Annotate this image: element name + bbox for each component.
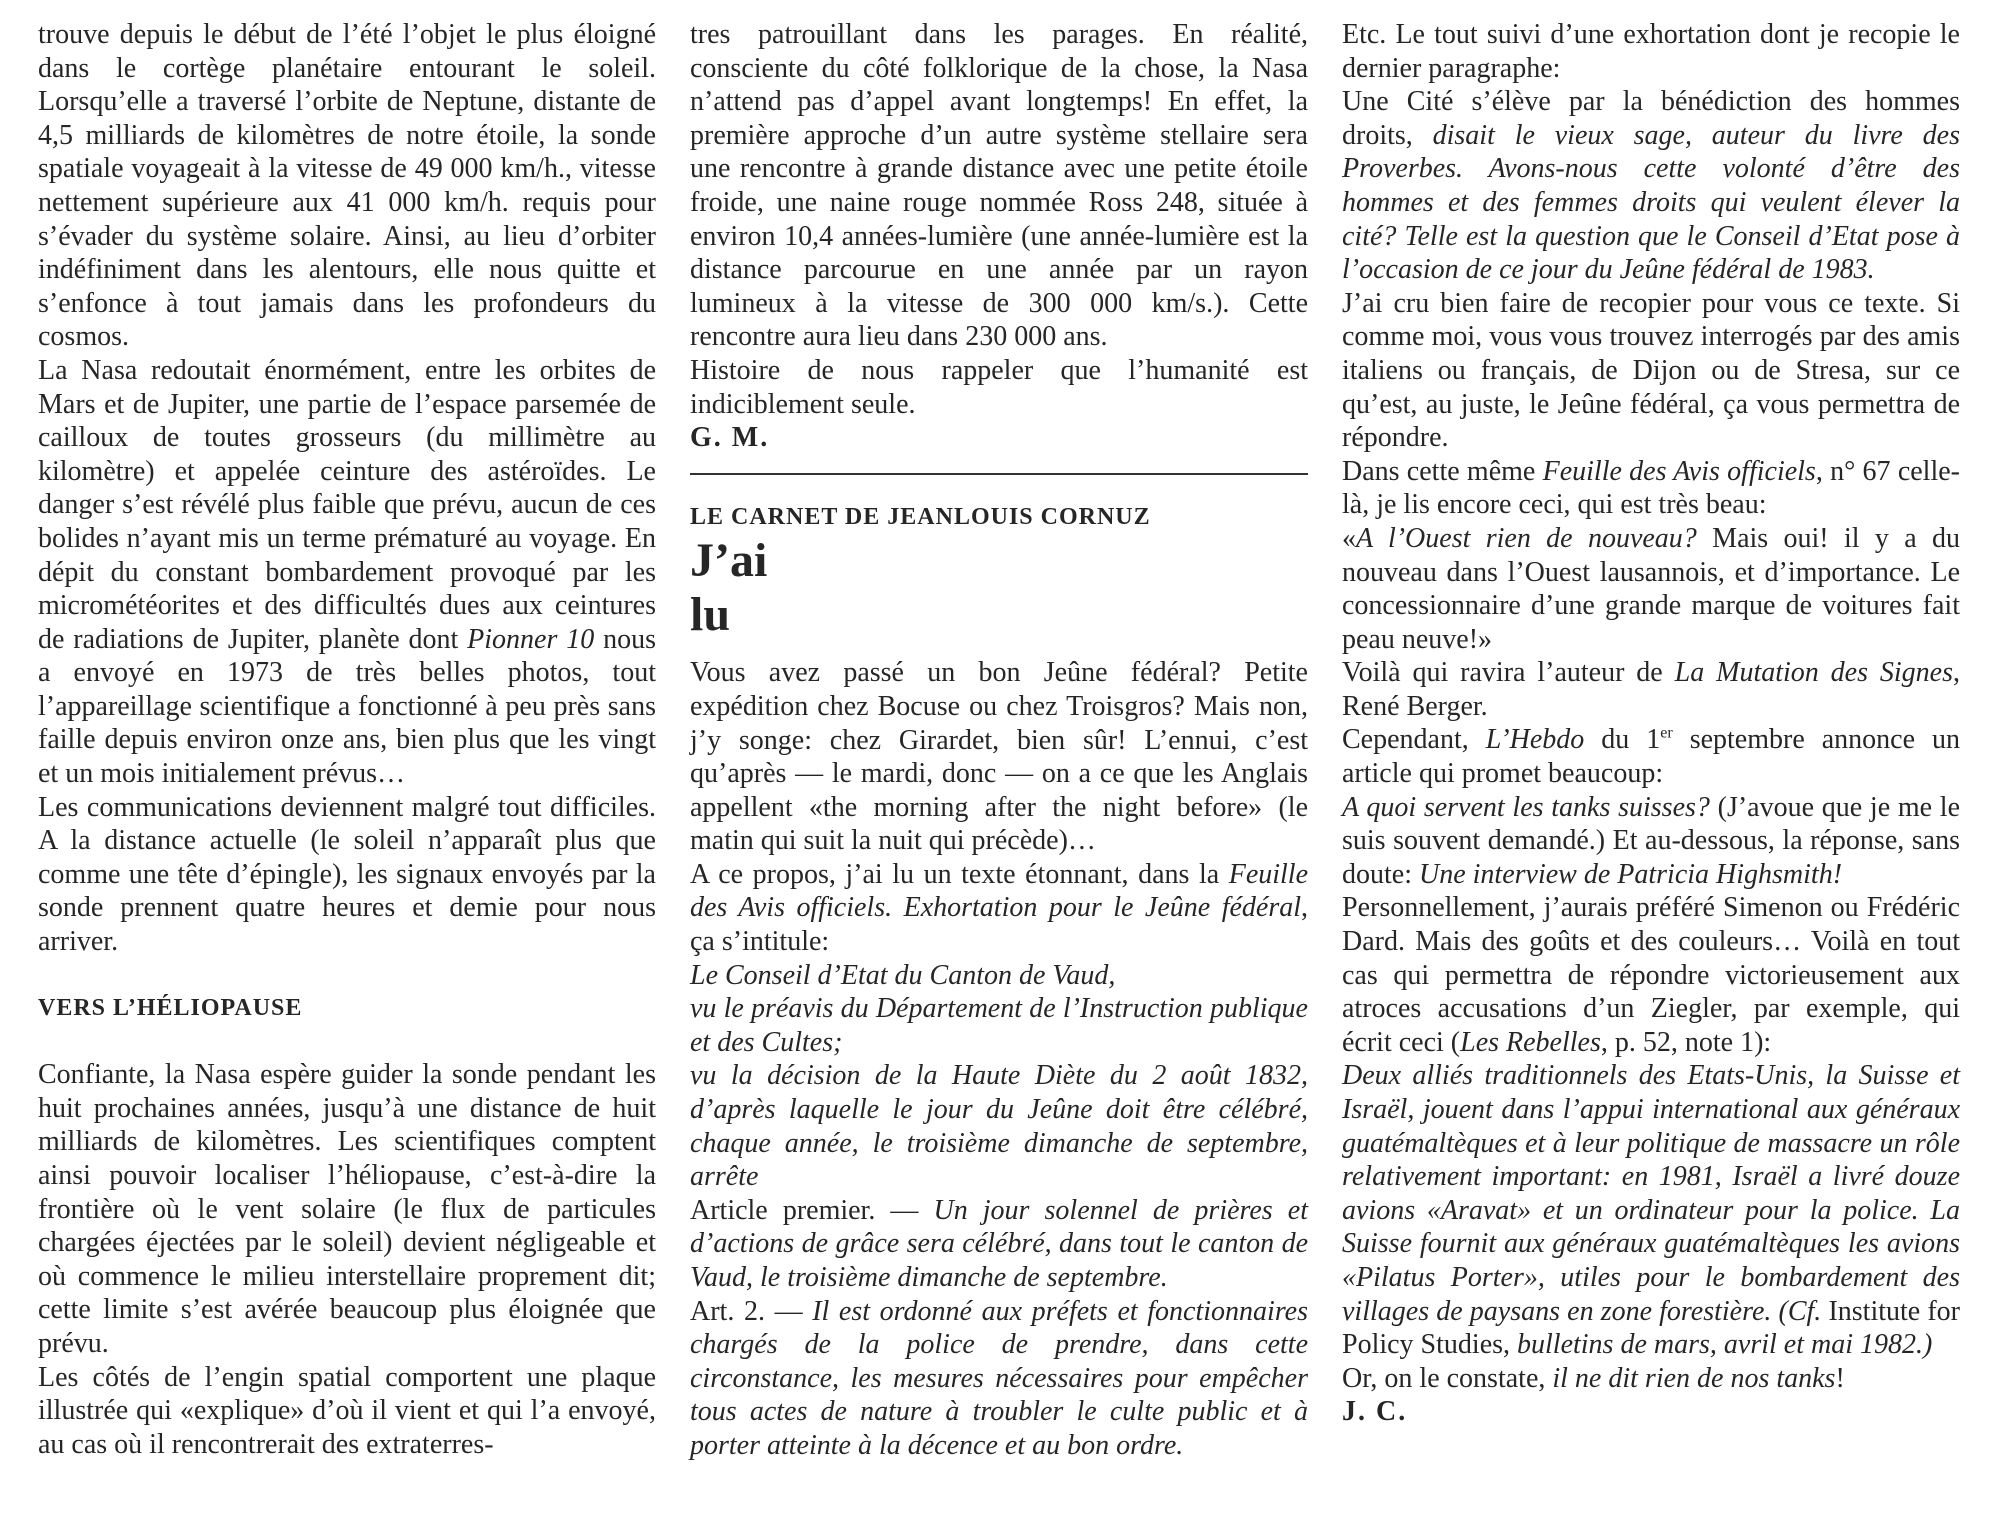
paragraph: Or, on le constate, il ne dit rien de nos tanks! (1342, 1362, 1845, 1394)
article-title: J’ai lu (690, 534, 768, 642)
article-1: Article premier. — Un jour solennel de prières et d’actions de grâce sera célébré, dans tout le canton de Vaud, le troisième dimanche de septembre. (690, 1194, 1308, 1293)
quote-line: Le Conseil d’Etat du Canton de Vaud, (690, 959, 1116, 991)
paragraph: Confiante, la Nasa espère guider la sonde pendant les huit prochaines années, jusqu’à une distance de huit milliards de kilomètres. Les scientifiques comptent ainsi pouvoir localiser l’héliopause, c’est-à-dire la frontière où le vent solaire (le flux de particules chargées éjectées par le soleil) devient négligeable et où commence le milieu interstellaire proprement dit; cette limite s’est avérée beaucoup plus éloignée que prévu. (38, 1059, 656, 1359)
column-left (38, 18, 656, 1461)
paragraph: Voilà qui ravira l’auteur de La Mutation des Signes, René Berger. (1342, 657, 1961, 722)
quote-paragraph: Deux alliés traditionnels des Etats-Unis, la Suisse et Israël, jouent dans l’appui international aux généraux guatémaltèques et à leur politique de massacre un rôle relativement important: en 1981, Israël a livré douze avions «Aravat» et un ordinateur pour la police. La Suisse fournit aux généraux guatémaltèques les avions «Pilatus Porter», utiles pour le bombardement des villages de paysans en zone forestière. (Cf. Institute for Policy Studies, bulletins de mars, avril et mai 1982.) (1342, 1060, 1960, 1361)
paragraph: A quoi servent les tanks suisses? (J’avoue que je me le suis souvent demandé.) Et au-dessous, la réponse, sans doute: Une interview de Patricia Highsmith! (1342, 791, 1960, 890)
paragraph: Les côtés de l’engin spatial comportent une plaque illustrée qui «explique» d’où il vient et qui l’a envoyé, au cas où il rencontrerait des extraterres- (38, 1361, 656, 1460)
column-right (1342, 18, 1960, 1429)
paragraph: A ce propos, j’ai lu un texte étonnant, dans la Feuille des Avis officiels. Exhortation pour le Jeûne fédéral, ça s’intitule: (690, 858, 1309, 958)
paragraph: tres patrouillant dans les parages. En réalité, consciente du côté folklorique de la chose, la Nasa n’attend pas d’appel avant longtemps! En effet, la première approche d’un autre système stellaire sera une rencontre à grande distance avec une petite étoile froide, une naine rouge nommée Ross 248, située à environ 10,4 années-lumière (une année-lumière est la distance parcourue en une année par un rayon lumineux à la vitesse de 300 000 km/s.). Cette rencontre aura lieu dans 230 000 ans. (690, 19, 1308, 353)
paragraph: Dans cette même Feuille des Avis officiels, n° 67 celle-là, je lis encore ceci, qui est très beau: (1342, 455, 1960, 521)
paragraph: Personnellement, j’aurais préféré Simenon ou Frédéric Dard. Mais des goûts et des couleurs… Voilà en tout cas qui permettra de répondre victorieusement aux atroces accusations d’un Ziegler, par exemple, qui écrit ceci (Les Rebelles, p. 52, note 1): (1342, 892, 1960, 1058)
paragraph: Vous avez passé un bon Jeûne fédéral? Petite expédition chez Bocuse ou chez Troisgros? Mais non, j’y songe: chez Girardet, bien sûr! L’ennui, c’est qu’après — le mardi, donc — on a ce que les Anglais appellent «the morning after the night before» (le matin qui suit la nuit qui précède)… (690, 657, 1308, 857)
signature: J. C. (1342, 1396, 1408, 1428)
column-middle (690, 18, 1308, 1463)
quote-line: vu la décision de la Haute Diète du 2 août 1832, d’après laquelle le jour du Jeûne doit être célébré, chaque année, le troisième dimanche de septembre, arrête (690, 1060, 1308, 1193)
paragraph: Etc. Le tout suivi d’une exhortation dont je recopie le dernier paragraphe: (1342, 19, 1960, 84)
paragraph: trouve depuis le début de l’été l’objet le plus éloigné dans le cortège planétaire entourant le soleil. Lorsqu’elle a traversé l’orbite de Neptune, distante de 4,5 milliards de kilomètres de notre étoile, la sonde spatiale voyageait à la vitesse de 49 000 km/h., vitesse nettement supérieure aux 41 000 km/h. requis pour s’évader du système solaire. Ainsi, au lieu d’orbiter indéfiniment dans les alentours, elle nous quitte et s’enfonce à tout jamais dans les profondeurs du cosmos. (38, 19, 656, 353)
paragraph: J’ai cru bien faire de recopier pour vous ce texte. Si comme moi, vous vous trouvez interrogés par des amis italiens ou français, de Dijon ou de Stresa, sur ce qu’est, au juste, le Jeûne fédéral, ça vous permettra de répondre. (1342, 287, 1960, 454)
paragraph: «A l’Ouest rien de nouveau? Mais oui! il y a du nouveau dans l’Ouest lausannois, et d’importance. Le concessionnaire d’une grande marque de voitures fait peau neuve!» (1342, 522, 1961, 655)
article-2: Art. 2. — Il est ordonné aux préfets et fonctionnaires chargés de la police de prendre, dans cette circonstance, les mesures nécessaires pour empêcher tous actes de nature à troubler le culte public et à porter atteinte à la décence et au bon ordre. (690, 1295, 1309, 1461)
paragraph: Histoire de nous rappeler que l’humanité est indiciblement seule. (690, 354, 1308, 420)
column-kicker: LE CARNET DE JEANLOUIS CORNUZ (690, 503, 1151, 530)
paragraph: Une Cité s’élève par la bénédiction des hommes droits, disait le vieux sage, auteur du livre des Proverbes. Avons-nous cette volonté d’être des hommes et des femmes droits qui veulent élever la cité? Telle est la question que le Conseil d’Etat pose à l’occasion de ce jour du Jeûne fédéral de 1983. (1342, 86, 1961, 286)
signature: G. M. (690, 422, 770, 454)
quote-line: vu le préavis du Département de l’Instruction publique et des Cultes; (690, 993, 1308, 1058)
paragraph: Cependant, L’Hebdo du 1er septembre annonce un article qui promet beaucoup: (1342, 724, 1961, 790)
section-heading: VERS L’HÉLIOPAUSE (38, 994, 303, 1021)
divider (690, 473, 1308, 475)
paragraph: La Nasa redoutait énormément, entre les orbites de Mars et de Jupiter, une partie de l’espace parsemée de cailloux de toutes grosseurs (du millimètre au kilomètre) et appelée ceinture des astéroïdes. Le danger s’est révélé plus faible que prévu, aucun de ces bolides n’ayant mis un terme prématuré au voyage. En dépit du constant bombardement provoqué par les micrométéorites et des difficultés dues aux ceintures de radiations de Jupiter, planète dont Pionner 10 nous a envoyé en 1973 de très belles photos, tout l’appareillage scientifique a fonctionné à peu près sans faille depuis environ onze ans, bien plus que les vingt et un mois initialement prévus… (38, 354, 657, 790)
paragraph: Les communications deviennent malgré tout difficiles. A la distance actuelle (le soleil n’apparaît plus que comme une tête d’épingle), les signaux envoyés par la sonde prennent quatre heures et demie pour nous arriver. (38, 791, 656, 958)
